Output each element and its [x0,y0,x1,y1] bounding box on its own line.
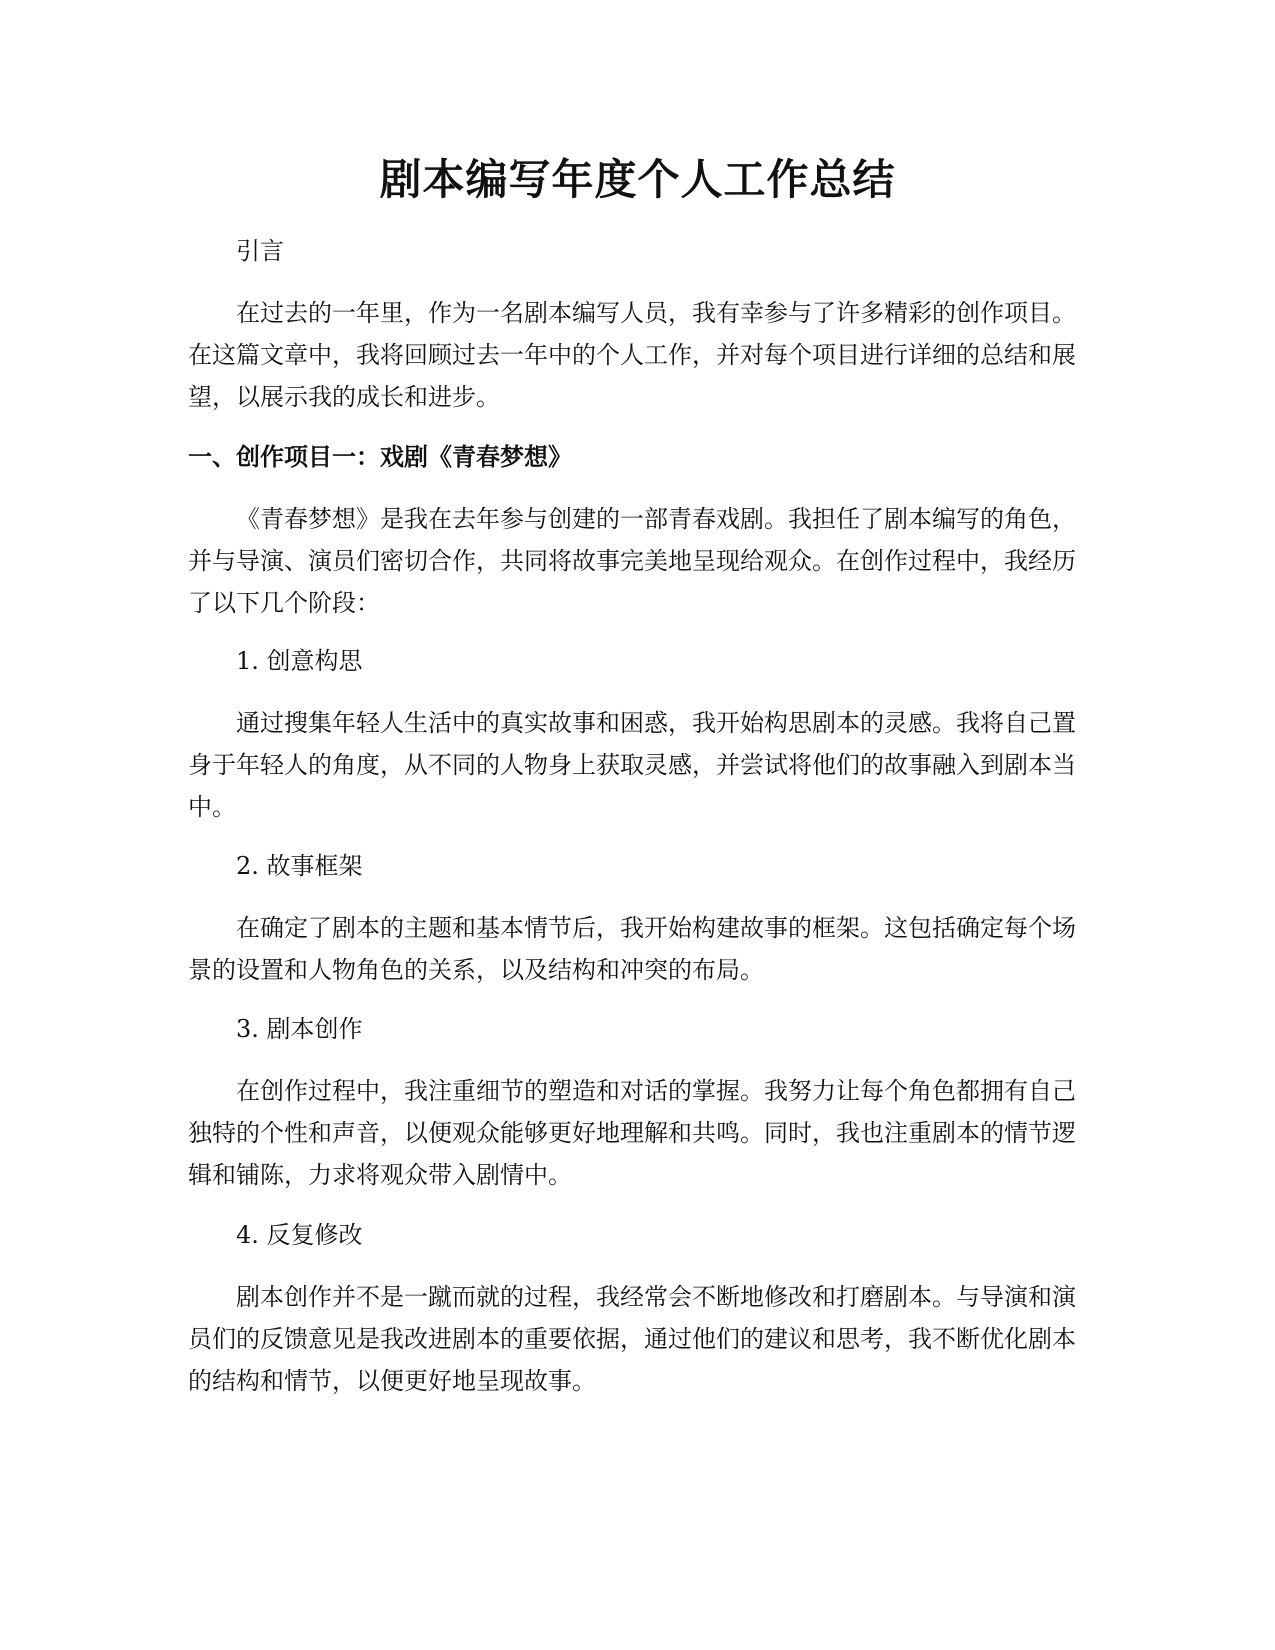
stage-2-label: 2. 故事框架 [236,852,363,880]
document-title: 剧本编写年度个人工作总结 [379,155,896,204]
stage-4-label: 4. 反复修改 [236,1221,363,1249]
stage-2-paragraph: 在确定了剧本的主题和基本情节后，我开始构建故事的框架。这包括确定每个场景的设置和人物角色的关系，以及结构和冲突的布局。 [188,914,1076,984]
stage-3-paragraph: 在创作过程中，我注重细节的塑造和对话的掌握。我努力让每个角色都拥有自己独特的个性和声音，以便观众能够更好地理解和共鸣。同时，我也注重剧本的情节逻辑和铺陈，力求将观众带入剧情中。 [188,1077,1076,1189]
stage-1-paragraph: 通过搜集年轻人生活中的真实故事和困惑，我开始构思剧本的灵感。我将自己置身于年轻人的角度，从不同的人物身上获取灵感，并尝试将他们的故事融入到剧本当中。 [188,709,1076,821]
intro-paragraph: 在过去的一年里，作为一名剧本编写人员，我有幸参与了许多精彩的创作项目。在这篇文章中，我将回顾过去一年中的个人工作，并对每个项目进行详细的总结和展望，以展示我的成长和进步。 [188,299,1076,411]
stage-3-label: 3. 剧本创作 [236,1015,363,1043]
stage-4-paragraph: 剧本创作并不是一蹴而就的过程，我经常会不断地修改和打磨剧本。与导演和演员们的反馈意见是我改进剧本的重要依据，通过他们的建议和思考，我不断优化剧本的结构和情节，以便更好地呈现故事。 [188,1283,1076,1395]
intro-label: 引言 [236,237,284,265]
stage-1-label: 1. 创意构思 [236,647,363,675]
section-1-intro-paragraph: 《青春梦想》是我在去年参与创建的一部青春戏剧。我担任了剧本编写的角色，并与导演、演员们密切合作，共同将故事完美地呈现给观众。在创作过程中，我经历了以下几个阶段： [188,505,1076,617]
section-1-heading: 一、创作项目一：戏剧《青春梦想》 [188,443,572,471]
